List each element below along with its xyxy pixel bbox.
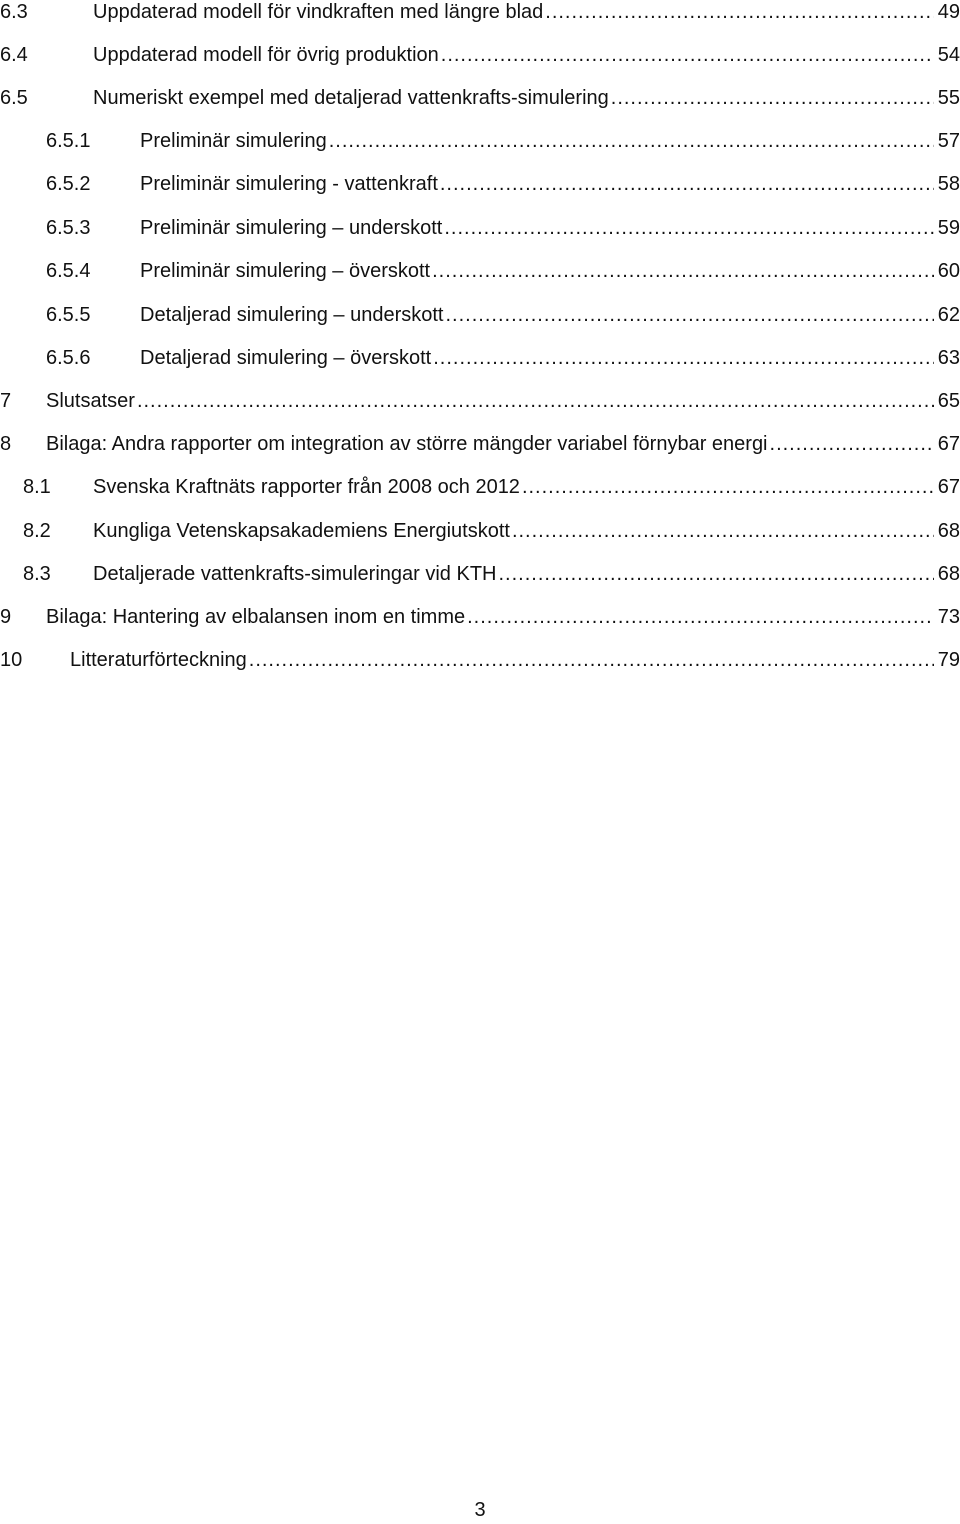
toc-entry-title: Preliminär simulering – överskott xyxy=(140,260,431,282)
toc-leader-dots xyxy=(440,167,934,201)
toc-entry-title: Svenska Kraftnäts rapporter från 2008 och 2012 xyxy=(93,476,520,498)
toc-leader-dots xyxy=(433,341,934,375)
toc-entry[interactable] xyxy=(0,298,960,332)
toc-entry[interactable] xyxy=(0,124,960,158)
toc-entry-page: 68 xyxy=(937,563,960,585)
toc-leader-dots xyxy=(512,514,934,548)
toc-entry-number: 6.3 xyxy=(0,1,28,23)
toc-entry[interactable] xyxy=(0,81,960,115)
toc-entry-page: 55 xyxy=(937,87,960,109)
toc-entry-title: Slutsatser xyxy=(46,390,135,412)
toc-leader-dots xyxy=(432,254,934,288)
toc-entry-page: 65 xyxy=(937,390,960,412)
toc-entry-title: Preliminär simulering – underskott xyxy=(140,217,443,239)
toc-entry-number: 8.3 xyxy=(23,563,51,585)
toc-leader-dots xyxy=(499,557,934,591)
toc-entry-page: 58 xyxy=(937,173,960,195)
toc-leader-dots xyxy=(611,81,934,115)
toc-entry-page: 79 xyxy=(937,649,960,671)
toc-entry-title: Kungliga Vetenskapsakademiens Energiutskott xyxy=(93,520,510,542)
toc-entry-number: 8.1 xyxy=(23,476,51,498)
toc-leader-dots xyxy=(137,384,934,418)
toc-entry-title: Bilaga: Andra rapporter om integration av större mängder variabel förnybar energi xyxy=(46,433,768,455)
toc-entry[interactable] xyxy=(0,557,960,591)
toc-leader-dots xyxy=(441,38,934,72)
toc-entry-title: Preliminär simulering - vattenkraft xyxy=(140,173,438,195)
toc-entry-number: 7 xyxy=(0,390,12,412)
toc-entry[interactable] xyxy=(0,470,960,504)
toc-entry[interactable] xyxy=(0,341,960,375)
toc-leader-dots xyxy=(249,643,934,677)
toc-entry[interactable] xyxy=(0,427,960,461)
toc-entry-title: Preliminär simulering xyxy=(140,130,327,152)
toc-entry-title: Litteraturförteckning xyxy=(70,649,247,671)
toc-leader-dots xyxy=(545,0,933,29)
toc-entry-page: 60 xyxy=(937,260,960,282)
toc-entry-title: Detaljerad simulering – överskott xyxy=(140,347,432,369)
toc-entry-number: 6.5.6 xyxy=(46,347,91,369)
toc-entry[interactable] xyxy=(0,167,960,201)
toc-entry-number: 6.5.5 xyxy=(46,304,91,326)
toc-entry-number: 6.5.3 xyxy=(46,217,91,239)
toc-entry-number: 6.5 xyxy=(0,87,28,109)
toc-entry[interactable] xyxy=(0,600,960,634)
toc-leader-dots xyxy=(467,600,934,634)
toc-entry[interactable] xyxy=(0,0,960,29)
toc-entry-page: 67 xyxy=(937,433,960,455)
toc-entry-page: 62 xyxy=(937,304,960,326)
toc-entry-title: Detaljerad simulering – underskott xyxy=(140,304,444,326)
toc-entry-number: 6.5.1 xyxy=(46,130,91,152)
toc-leader-dots xyxy=(446,298,934,332)
toc-entry-page: 49 xyxy=(937,1,960,23)
toc-entry-title: Numeriskt exempel med detaljerad vattenkrafts-simulering xyxy=(93,87,609,109)
toc-leader-dots xyxy=(444,211,933,245)
toc-entry-title: Bilaga: Hantering av elbalansen inom en timme xyxy=(46,606,466,628)
toc-entry-title: Uppdaterad modell för övrig produktion xyxy=(93,44,439,66)
toc-entry[interactable] xyxy=(0,254,960,288)
toc-entry-title: Detaljerade vattenkrafts-simuleringar vid KTH xyxy=(93,563,497,585)
toc-leader-dots xyxy=(770,427,934,461)
toc-entry-page: 59 xyxy=(937,217,960,239)
toc-entry-page: 67 xyxy=(937,476,960,498)
toc-leader-dots xyxy=(522,470,934,504)
toc-entry-title: Uppdaterad modell för vindkraften med längre blad xyxy=(93,1,544,23)
toc-entry-page: 68 xyxy=(937,520,960,542)
page-number: 3 xyxy=(474,1499,486,1521)
toc-entry[interactable] xyxy=(0,384,960,418)
toc-entry[interactable] xyxy=(0,211,960,245)
toc-entry-page: 73 xyxy=(937,606,960,628)
toc-entry[interactable] xyxy=(0,38,960,72)
toc-entry-page: 57 xyxy=(937,130,960,152)
toc-entry-number: 9 xyxy=(0,606,12,628)
toc-entry-page: 63 xyxy=(937,347,960,369)
toc-leader-dots xyxy=(329,124,934,158)
toc-entry-number: 6.5.2 xyxy=(46,173,91,195)
toc-entry-number: 8 xyxy=(0,433,12,455)
toc-entry-number: 6.5.4 xyxy=(46,260,91,282)
toc-entry[interactable] xyxy=(0,514,960,548)
toc-entry-number: 6.4 xyxy=(0,44,28,66)
toc-entry[interactable] xyxy=(0,643,960,677)
toc-entry-number: 8.2 xyxy=(23,520,51,542)
toc-entry-page: 54 xyxy=(937,44,960,66)
toc-entry-number: 10 xyxy=(0,649,23,671)
